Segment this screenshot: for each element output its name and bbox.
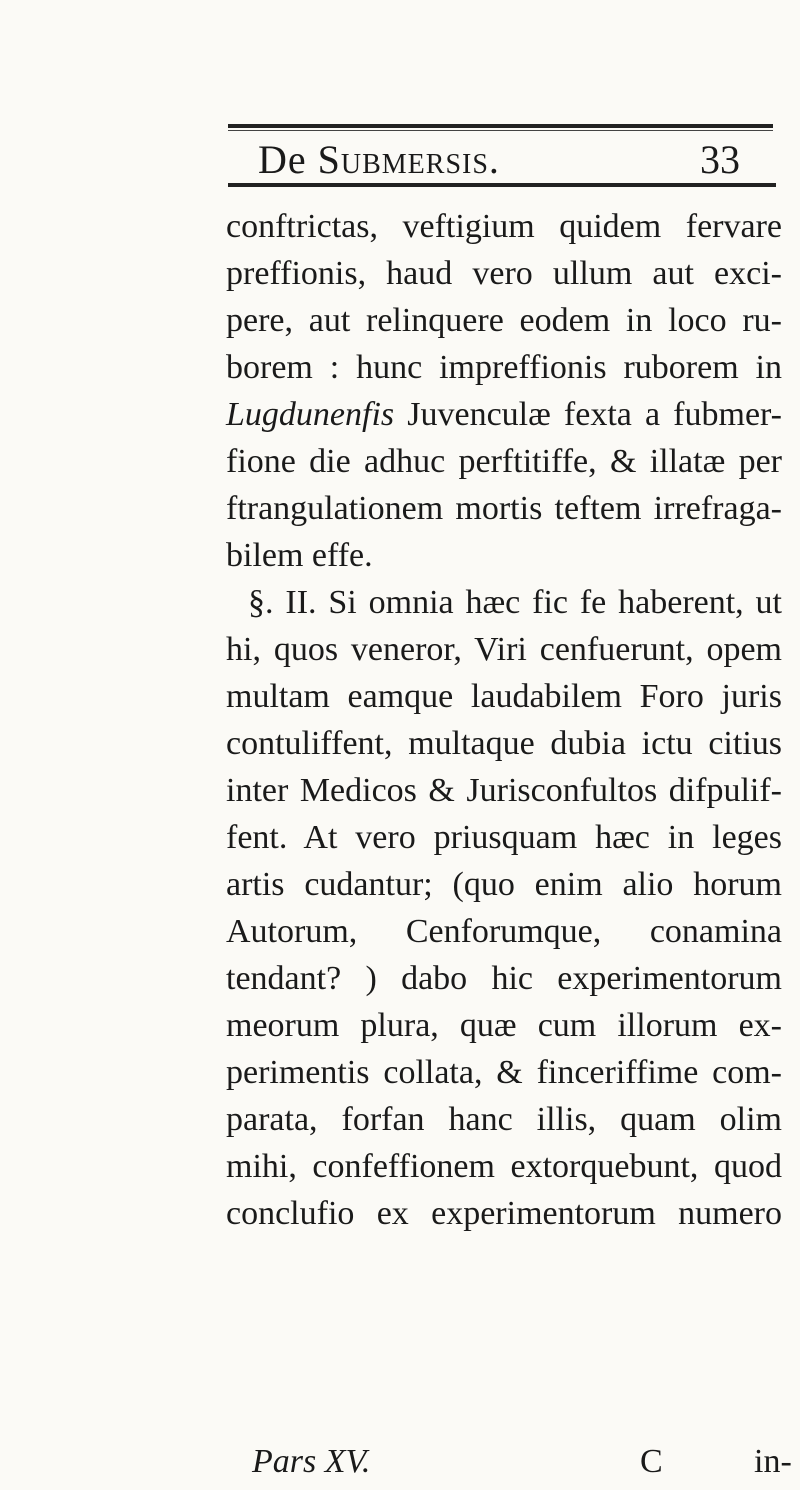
top-border-rule — [228, 124, 773, 128]
body-text — [226, 203, 782, 1237]
catchword: in- — [754, 1443, 792, 1480]
text-line-10: hi, quos veneror, Viri cenfuerunt, opem — [226, 631, 782, 668]
text-line-4: borem : hunc impreffionis ruborem in — [226, 349, 782, 386]
text-line-5 — [226, 391, 782, 438]
running-head-initial: De — [258, 137, 307, 182]
text-line-11: multam eamque laudabilem Foro juris — [226, 678, 782, 715]
text-line-16: Autorum, Cenforumque, conamina — [226, 913, 782, 950]
header-rule — [228, 183, 776, 187]
text-line-9: §. II. Si omnia hæc fic fe haberent, ut — [248, 584, 782, 621]
top-border-rule-thin — [228, 130, 773, 131]
text-line-1: conftrictas, veftigium quidem fervare — [226, 208, 782, 245]
text-line-8: bilem effe. — [226, 537, 373, 574]
signature-label: Pars XV. — [252, 1443, 371, 1480]
text-line-17: tendant? ) dabo hic experimentorum — [226, 960, 782, 997]
text-line-2: preffionis, haud vero ullum aut exci- — [226, 255, 782, 292]
italic-place-name: Lugdunenfis — [226, 396, 395, 433]
text-line-19: perimentis collata, & finceriffime com- — [226, 1054, 782, 1091]
text-line-12: contuliffent, multaque dubia ictu citius — [226, 725, 782, 762]
page-number: 33 — [700, 137, 740, 182]
text-line-6: fione die adhuc perftitiffe, & illatæ per — [226, 443, 782, 480]
text-line-5-rest: Juvenculæ fexta a fubmer- — [407, 396, 783, 433]
signature-mark: C — [640, 1443, 663, 1480]
page-footer — [252, 1438, 792, 1485]
text-line-14: fent. At vero priusquam hæc in leges — [226, 819, 782, 856]
text-line-20: parata, forfan hanc illis, quam olim — [226, 1101, 782, 1138]
text-line-22: conclufio ex experimentorum numero — [226, 1195, 782, 1232]
text-line-7: ftrangulationem mortis teftem irrefraga- — [226, 490, 782, 527]
text-line-3: pere, aut relinquere eodem in loco ru- — [226, 302, 782, 339]
text-line-13: inter Medicos & Jurisconfultos difpulif- — [226, 772, 782, 809]
running-head — [258, 138, 500, 182]
text-line-21: mihi, confeffionem extorquebunt, quod — [226, 1148, 782, 1185]
running-head-word: Submersis. — [317, 137, 500, 182]
text-line-15: artis cudantur; (quo enim alio horum — [226, 866, 782, 903]
text-line-18: meorum plura, quæ cum illorum ex- — [226, 1007, 782, 1044]
